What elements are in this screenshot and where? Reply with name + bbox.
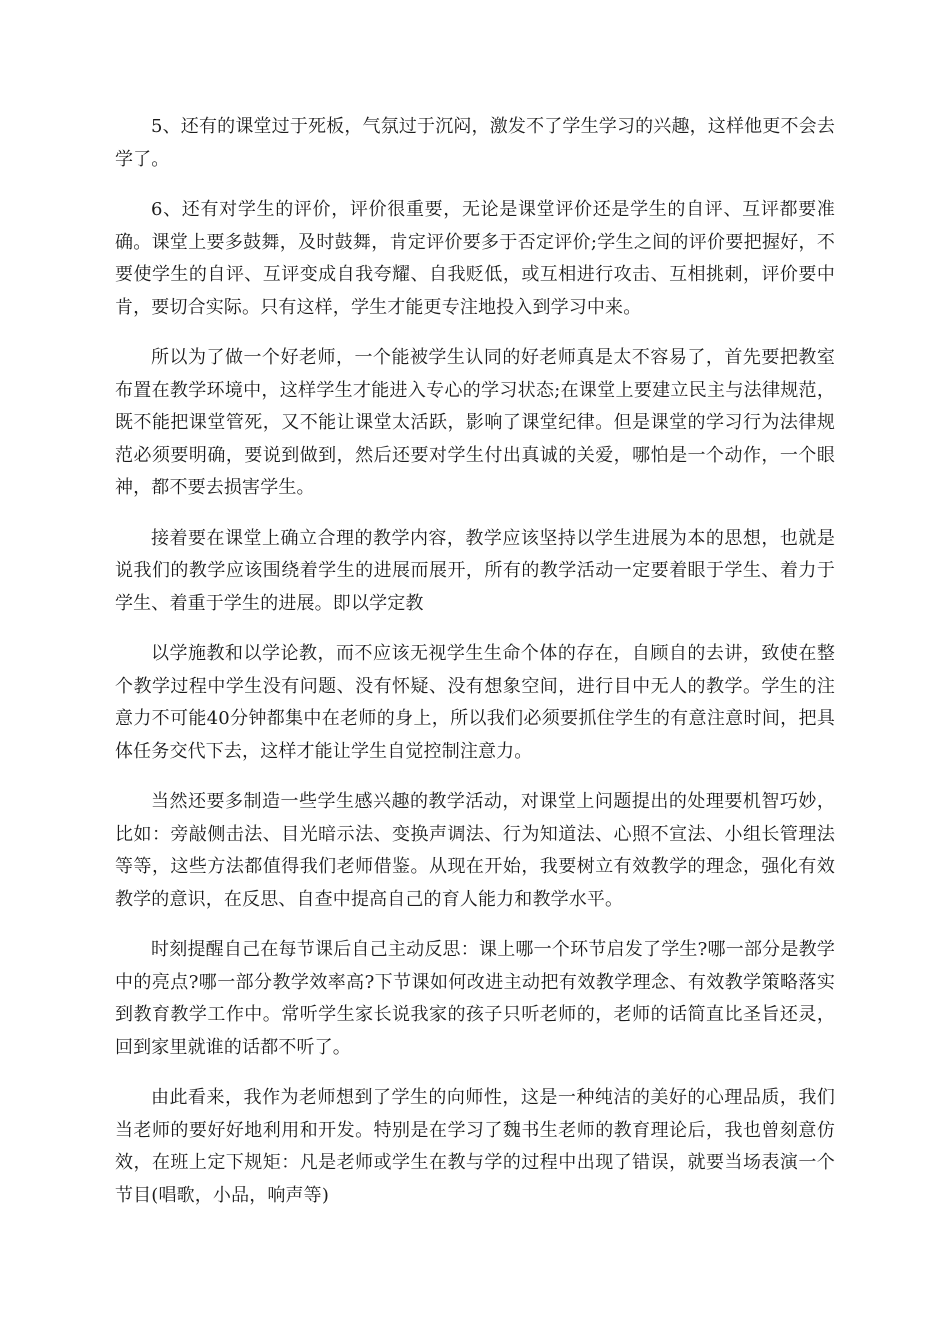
- paragraph-6: 当然还要多制造一些学生感兴趣的教学活动，对课堂上问题提出的处理要机智巧妙，比如：旁敲侧击法、目光暗示法、变换声调法、行为知道法、心照不宣法、小组长管理法等等，这些方法都值得我们老师借鉴。从现在开始，我要树立有效教学的理念，强化有效教学的意识，在反思、自查中提高自己的育人能力和教学水平。: [115, 791, 835, 910]
- paragraph-3: 所以为了做一个好老师，一个能被学生认同的好老师真是太不容易了，首先要把教室布置在教学环境中，这样学生才能进入专心的学习状态;在课堂上要建立民主与法律规范，既不能把课堂管死，又不能让课堂太活跃，影响了课堂纪律。但是课堂的学习行为法律规范必须要明确，要说到做到，然后还要对学生付出真诚的关爱，哪怕是一个动作，一个眼神，都不要去损害学生。: [115, 347, 835, 498]
- paragraph-8: 由此看来，我作为老师想到了学生的向师性，这是一种纯洁的美好的心理品质，我们当老师的要好好地利用和开发。特别是在学习了魏书生老师的教育理论后，我也曾刻意仿效，在班上定下规矩：凡是老师或学生在教与学的过程中出现了错误，就要当场表演一个节目(唱歌，小品，响声等): [115, 1087, 835, 1206]
- document-body: [115, 111, 835, 1230]
- paragraph-4: 接着要在课堂上确立合理的教学内容，教学应该坚持以学生进展为本的思想，也就是说我们的教学应该围绕着学生的进展而展开，所有的教学活动一定要着眼于学生、着力于学生、着重于学生的进展。即以学定教: [115, 527, 835, 614]
- paragraph-1: 5、还有的课堂过于死板，气氛过于沉闷，激发不了学生学习的兴趣，这样他更不会去学了。: [115, 116, 835, 170]
- paragraph-2: 6、还有对学生的评价，评价很重要，无论是课堂评价还是学生的自评、互评都要准确。课堂上要多鼓舞，及时鼓舞，肯定评价要多于否定评价;学生之间的评价要把握好，不要使学生的自评、互评变成自我夸耀、自我贬低，或互相进行攻击、互相挑刺，评价要中肯，要切合实际。只有这样，学生才能更专注地投入到学习中来。: [115, 199, 835, 318]
- paragraph-5: 以学施教和以学论教，而不应该无视学生生命个体的存在，自顾自的去讲，致使在整个教学过程中学生没有问题、没有怀疑、没有想象空间，进行目中无人的教学。学生的注意力不可能40分钟都集中在老师的身上，所以我们必须要抓住学生的有意注意时间，把具体任务交代下去，这样才能让学生自觉控制注意力。: [115, 643, 835, 762]
- paragraph-7: 时刻提醒自己在每节课后自己主动反思：课上哪一个环节启发了学生?哪一部分是教学中的亮点?哪一部分教学效率高?下节课如何改进主动把有效教学理念、有效教学策略落实到教育教学工作中。常听学生家长说我家的孩子只听老师的，老师的话简直比圣旨还灵，回到家里就谁的话都不听了。: [115, 939, 835, 1058]
